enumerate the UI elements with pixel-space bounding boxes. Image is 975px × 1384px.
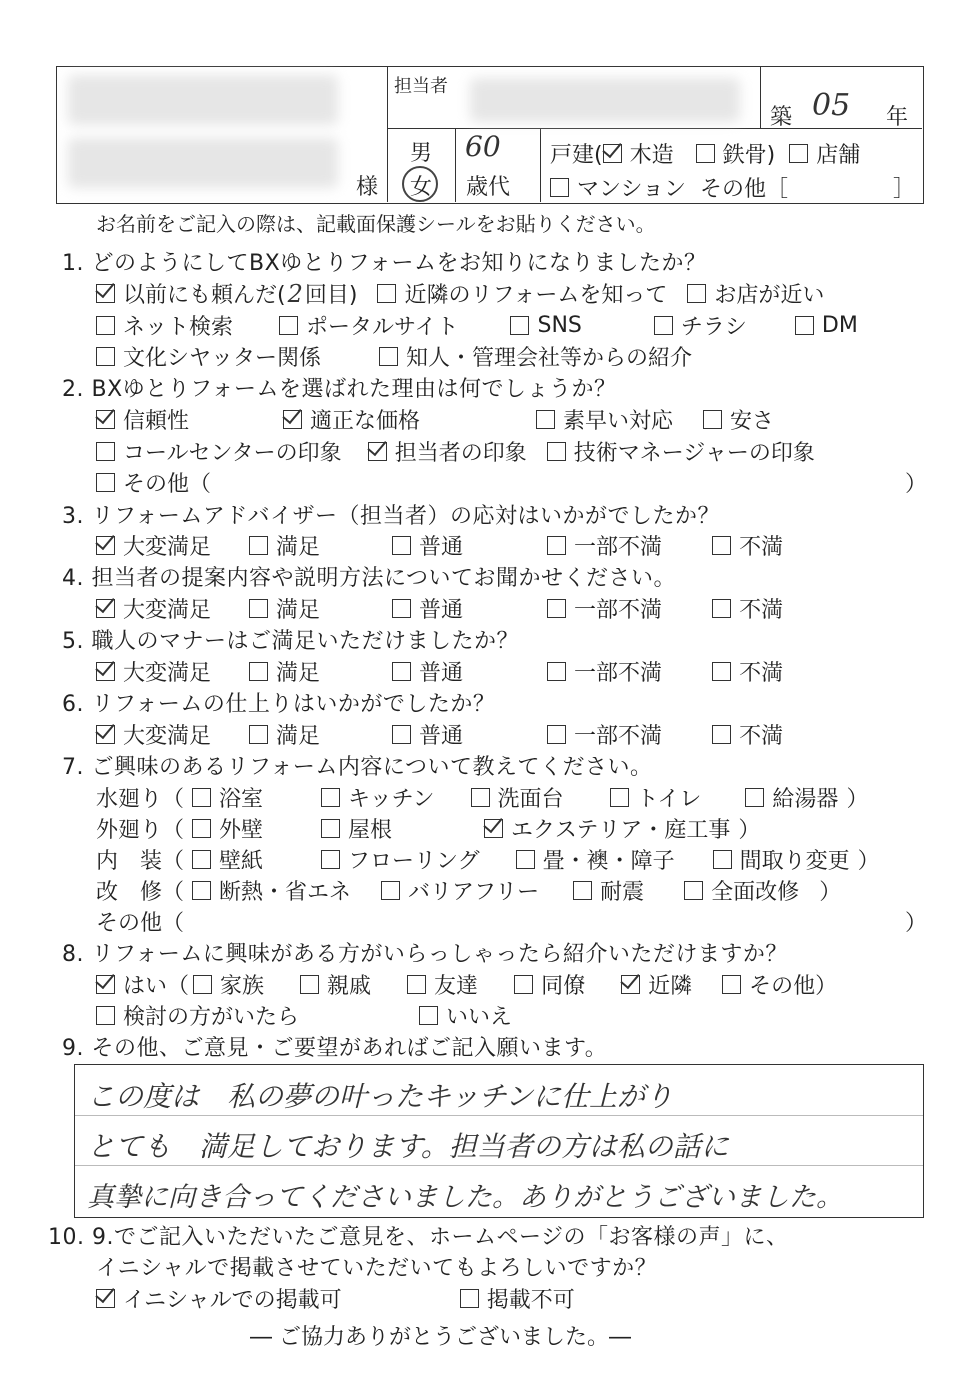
q9-comment-line-3: 真摯に向き合ってくださいました。ありがとうございました。 bbox=[87, 1182, 843, 1213]
q3-unsatisfied-label: 不満 bbox=[739, 535, 784, 560]
q4-partial-label: 一部不満 bbox=[574, 598, 663, 623]
q2-row2 bbox=[96, 436, 815, 467]
q2-cheap-checkbox[interactable] bbox=[703, 410, 722, 429]
house-type-label: 戸建( bbox=[550, 143, 603, 168]
q4-partial-checkbox[interactable] bbox=[547, 599, 566, 618]
q10-deny-label: 掲載不可 bbox=[486, 1288, 575, 1313]
q4-unsatisfied-checkbox[interactable] bbox=[712, 599, 731, 618]
age-suffix: 歳代 bbox=[466, 175, 511, 200]
years-value: 05 bbox=[812, 88, 851, 123]
q4-very-satisfied-checkbox[interactable] bbox=[96, 599, 115, 618]
q8-yes-label: はい（ bbox=[123, 974, 190, 999]
name-redacted-2 bbox=[68, 138, 338, 188]
q6-very-satisfied-label: 大変満足 bbox=[123, 724, 212, 749]
q5-very-satisfied-checkbox[interactable] bbox=[96, 662, 115, 681]
q10-title-line-2: イニシャルで掲載させていただいてもよろしいですか？ bbox=[96, 1256, 658, 1281]
staff-redacted bbox=[470, 78, 740, 122]
house-wood-label: 木造 bbox=[629, 143, 674, 168]
q7-water-label: 水廻り（ bbox=[96, 787, 185, 812]
q8-consider-label: 検討の方がいたら bbox=[123, 1005, 300, 1030]
q7-heater-label: 給湯器 bbox=[772, 787, 839, 812]
q8-no-checkbox[interactable] bbox=[419, 1006, 438, 1025]
q1-nearby-checkbox[interactable] bbox=[377, 284, 396, 303]
q7-full-checkbox[interactable] bbox=[684, 881, 703, 900]
q8-other-label: その他） bbox=[749, 974, 838, 999]
q1-row3 bbox=[96, 341, 692, 372]
q3-normal-checkbox[interactable] bbox=[392, 536, 411, 555]
q7-flooring-label: フローリング bbox=[348, 849, 480, 874]
years-suffix: 年 bbox=[886, 105, 909, 130]
q2-callcenter-label: コールセンターの印象 bbox=[123, 441, 342, 466]
q3-options bbox=[96, 530, 783, 561]
q10-title-line-1: 10. 9.でご記入いただいたご意見を、ホームページの「お客様の声」に、 bbox=[48, 1225, 789, 1250]
q1-row2 bbox=[96, 310, 858, 341]
house-wood-checkbox[interactable] bbox=[603, 144, 622, 163]
q2-title: 2. BXゆとりフォームを選ばれた理由は何でしょうか？ bbox=[62, 377, 617, 402]
q7-washbasin-label: 洗面台 bbox=[497, 787, 564, 812]
q6-partial-label: 一部不満 bbox=[574, 724, 663, 749]
q6-options bbox=[96, 719, 783, 750]
q7-toilet-label: トイレ bbox=[636, 787, 702, 812]
house-other-close: ］ bbox=[893, 177, 916, 202]
q6-satisfied-checkbox[interactable] bbox=[249, 725, 268, 744]
q7-layout-checkbox[interactable] bbox=[713, 850, 732, 869]
staff-label: 担当者 bbox=[394, 76, 448, 97]
q7-renovation-label: 改 修（ bbox=[96, 880, 185, 905]
q3-unsatisfied-checkbox[interactable] bbox=[712, 536, 731, 555]
q4-title: 4. 担当者の提案内容や説明方法についてお聞かせください。 bbox=[62, 566, 677, 591]
q8-neighbor-label: 近隣 bbox=[648, 974, 693, 999]
q3-partial-label: 一部不満 bbox=[574, 535, 663, 560]
q1-store-label: お店が近い bbox=[714, 283, 825, 308]
q2-price-label: 適正な価格 bbox=[310, 409, 421, 434]
q5-options bbox=[96, 656, 783, 687]
q8-family-checkbox[interactable] bbox=[193, 975, 212, 994]
q6-satisfied-label: 満足 bbox=[276, 724, 321, 749]
q1-bunka-label: 文化シヤッター関係 bbox=[123, 346, 322, 371]
q7-exterior-close: ） bbox=[738, 818, 761, 843]
q7-washbasin-checkbox[interactable] bbox=[471, 788, 490, 807]
q3-satisfied-checkbox[interactable] bbox=[249, 536, 268, 555]
q1-before-checkbox[interactable] bbox=[96, 284, 115, 303]
q8-friend-checkbox[interactable] bbox=[407, 975, 426, 994]
header-divider-2 bbox=[760, 66, 761, 128]
q2-tech-checkbox[interactable] bbox=[547, 442, 566, 461]
q1-count-suffix: 回目) bbox=[304, 283, 358, 308]
q3-partial-checkbox[interactable] bbox=[547, 536, 566, 555]
q5-satisfied-checkbox[interactable] bbox=[249, 662, 268, 681]
mansion-row bbox=[550, 172, 915, 203]
q2-staff-checkbox[interactable] bbox=[368, 442, 387, 461]
header-divider-3 bbox=[455, 128, 456, 202]
q6-unsatisfied-label: 不満 bbox=[739, 724, 784, 749]
q10-allow-label: イニシャルでの掲載可 bbox=[123, 1288, 342, 1313]
q3-normal-label: 普通 bbox=[419, 535, 464, 560]
house-steel-label: 鉄骨) bbox=[722, 143, 776, 168]
q7-heater-checkbox[interactable] bbox=[745, 788, 764, 807]
q3-title: 3. リフォームアドバイザー（担当者）の応対はいかがでしたか？ bbox=[62, 504, 720, 529]
q9-comment-rule bbox=[75, 1115, 923, 1116]
q2-callcenter-checkbox[interactable] bbox=[96, 442, 115, 461]
q8-no-label: いいえ bbox=[446, 1005, 513, 1030]
q8-family-label: 家族 bbox=[220, 974, 265, 999]
q1-friend-checkbox[interactable] bbox=[379, 347, 398, 366]
q7-wall-label: 外壁 bbox=[219, 818, 264, 843]
house-type-row bbox=[550, 138, 860, 169]
q1-flyer-checkbox[interactable] bbox=[654, 316, 673, 335]
q8-colleague-checkbox[interactable] bbox=[514, 975, 533, 994]
q7-wallpaper-label: 壁紙 bbox=[219, 849, 264, 874]
q10-allow-checkbox[interactable] bbox=[96, 1289, 115, 1308]
q6-partial-checkbox[interactable] bbox=[547, 725, 566, 744]
q7-quake-label: 耐震 bbox=[600, 880, 645, 905]
q5-normal-checkbox[interactable] bbox=[392, 662, 411, 681]
q7-toilet-checkbox[interactable] bbox=[610, 788, 629, 807]
q4-very-satisfied-label: 大変満足 bbox=[123, 598, 212, 623]
q7-quake-checkbox[interactable] bbox=[573, 881, 592, 900]
q9-comment-box[interactable] bbox=[74, 1064, 924, 1218]
q7-water-close: ） bbox=[846, 787, 869, 812]
name-redacted-1 bbox=[68, 75, 338, 125]
q8-neighbor-checkbox[interactable] bbox=[621, 975, 640, 994]
q2-other-checkbox[interactable] bbox=[96, 473, 115, 492]
q4-satisfied-label: 満足 bbox=[276, 598, 321, 623]
q1-dm-checkbox[interactable] bbox=[795, 316, 814, 335]
q2-row3 bbox=[96, 467, 211, 498]
q7-barrierfree-checkbox[interactable] bbox=[381, 881, 400, 900]
q7-renovation-row bbox=[96, 875, 841, 906]
q1-bunka-checkbox[interactable] bbox=[96, 347, 115, 366]
q1-title: 1. どのようにしてBXゆとりフォームをお知りになりましたか？ bbox=[62, 251, 707, 276]
q10-deny-checkbox[interactable] bbox=[460, 1289, 479, 1308]
q3-satisfied-label: 満足 bbox=[276, 535, 321, 560]
q5-title: 5. 職人のマナーはご満足いただけましたか？ bbox=[62, 629, 519, 654]
q7-interior-label: 内 装（ bbox=[96, 849, 185, 874]
q7-tatami-label: 畳・襖・障子 bbox=[542, 849, 675, 874]
q1-portal-checkbox[interactable] bbox=[279, 316, 298, 335]
q8-relative-checkbox[interactable] bbox=[300, 975, 319, 994]
q1-net-checkbox[interactable] bbox=[96, 316, 115, 335]
q7-kitchen-checkbox[interactable] bbox=[321, 788, 340, 807]
q7-wallpaper-checkbox[interactable] bbox=[192, 850, 211, 869]
q1-portal-label: ポータルサイト bbox=[306, 315, 459, 340]
q1-friend-label: 知人・管理会社等からの紹介 bbox=[406, 346, 693, 371]
q5-unsatisfied-label: 不満 bbox=[739, 661, 784, 686]
q7-interior-row bbox=[96, 844, 880, 875]
q5-very-satisfied-label: 大変満足 bbox=[123, 661, 212, 686]
q7-wall-checkbox[interactable] bbox=[192, 819, 211, 838]
q7-full-label: 全面改修 bbox=[711, 880, 800, 905]
q7-insulation-checkbox[interactable] bbox=[192, 881, 211, 900]
q7-roof-label: 屋根 bbox=[348, 818, 393, 843]
q8-row2 bbox=[96, 1000, 512, 1031]
q8-relative-label: 親戚 bbox=[327, 974, 372, 999]
q7-exterior-work-checkbox[interactable] bbox=[484, 819, 503, 838]
q7-kitchen-label: キッチン bbox=[348, 787, 435, 812]
q9-title: 9. その他、ご意見・ご要望があればご記入願います。 bbox=[62, 1036, 608, 1061]
q8-row1 bbox=[96, 969, 837, 1000]
header-divider-4 bbox=[540, 128, 541, 202]
q7-other-close: ） bbox=[905, 911, 928, 936]
q8-colleague-label: 同僚 bbox=[541, 974, 586, 999]
years-prefix: 築 bbox=[770, 105, 793, 130]
q7-exterior-label: 外廻り（ bbox=[96, 818, 185, 843]
q7-exterior-work-label: エクステリア・庭工事 bbox=[511, 818, 731, 843]
q1-flyer-label: チラシ bbox=[680, 315, 747, 340]
q6-title: 6. リフォームの仕上りはいかがでしたか？ bbox=[62, 692, 496, 717]
q9-comment-line-2: とても 満足しております。担当者の方は私の話に bbox=[87, 1130, 729, 1163]
q5-partial-label: 一部不満 bbox=[574, 661, 663, 686]
q5-unsatisfied-checkbox[interactable] bbox=[712, 662, 731, 681]
q2-trust-label: 信頼性 bbox=[123, 409, 190, 434]
notice: お名前をご記入の際は、記載面保護シールをお貼りください。 bbox=[96, 212, 656, 236]
q1-store-checkbox[interactable] bbox=[687, 284, 706, 303]
header-divider-1 bbox=[387, 66, 388, 202]
mansion-label: マンション bbox=[577, 177, 687, 202]
q7-bath-label: 浴室 bbox=[219, 787, 264, 812]
q1-dm-label: DM bbox=[821, 313, 858, 338]
q10-options bbox=[96, 1283, 575, 1314]
q8-yes-checkbox[interactable] bbox=[96, 975, 115, 994]
q7-other-label: その他（ bbox=[96, 911, 185, 936]
q8-other-checkbox[interactable] bbox=[722, 975, 741, 994]
q2-cheap-label: 安さ bbox=[730, 409, 775, 434]
footer-thanks: ― ご協力ありがとうございました。― bbox=[250, 1325, 631, 1350]
q6-normal-label: 普通 bbox=[419, 724, 464, 749]
q9-comment-line-1: この度は 私の夢の叶ったキッチンに仕上がり bbox=[87, 1080, 674, 1113]
q6-unsatisfied-checkbox[interactable] bbox=[712, 725, 731, 744]
gender-female[interactable]: 女 bbox=[410, 175, 433, 200]
q3-very-satisfied-checkbox[interactable] bbox=[96, 536, 115, 555]
gender-male[interactable]: 男 bbox=[410, 141, 433, 166]
house-other-label: その他［ bbox=[700, 177, 789, 202]
q7-barrierfree-label: バリアフリー bbox=[408, 880, 540, 905]
q2-tech-label: 技術マネージャーの印象 bbox=[573, 441, 815, 466]
q7-interior-close: ） bbox=[857, 849, 880, 874]
q4-normal-checkbox[interactable] bbox=[392, 599, 411, 618]
q2-staff-label: 担当者の印象 bbox=[394, 441, 527, 466]
q4-satisfied-checkbox[interactable] bbox=[249, 599, 268, 618]
house-steel-checkbox[interactable] bbox=[696, 144, 715, 163]
q8-consider-checkbox[interactable] bbox=[96, 1006, 115, 1025]
q1-nearby-label: 近隣のリフォームを知って bbox=[404, 283, 668, 308]
q2-speed-checkbox[interactable] bbox=[536, 410, 555, 429]
q1-sns-checkbox[interactable] bbox=[510, 316, 529, 335]
name-suffix: 様 bbox=[356, 175, 379, 200]
age-value: 60 bbox=[465, 130, 501, 163]
q7-water-row bbox=[96, 782, 868, 813]
q7-renovation-close: ） bbox=[819, 880, 842, 905]
q4-unsatisfied-label: 不満 bbox=[739, 598, 784, 623]
q9-comment-rule bbox=[75, 1165, 923, 1166]
q4-options bbox=[96, 593, 783, 624]
q7-title: 7. ご興味のあるリフォーム内容について教えてください。 bbox=[62, 755, 653, 780]
q5-satisfied-label: 満足 bbox=[276, 661, 321, 686]
q8-friend-label: 友達 bbox=[434, 974, 479, 999]
mansion-checkbox[interactable] bbox=[550, 178, 569, 197]
q7-layout-label: 間取り変更 bbox=[739, 849, 850, 874]
q7-tatami-checkbox[interactable] bbox=[516, 850, 535, 869]
q7-exterior-row bbox=[96, 813, 760, 844]
q5-normal-label: 普通 bbox=[419, 661, 464, 686]
q2-other-label: その他（ bbox=[123, 472, 212, 497]
q7-bath-checkbox[interactable] bbox=[192, 788, 211, 807]
house-store-checkbox[interactable] bbox=[789, 144, 808, 163]
q5-partial-checkbox[interactable] bbox=[547, 662, 566, 681]
q4-normal-label: 普通 bbox=[419, 598, 464, 623]
q1-sns-label: SNS bbox=[537, 313, 582, 338]
q3-very-satisfied-label: 大変満足 bbox=[123, 535, 212, 560]
q6-normal-checkbox[interactable] bbox=[392, 725, 411, 744]
q1-before-label: 以前にも頼んだ( bbox=[123, 283, 286, 308]
gender-female-circle bbox=[402, 166, 438, 202]
q2-trust-checkbox[interactable] bbox=[96, 410, 115, 429]
q2-other-close: ） bbox=[905, 472, 928, 497]
q7-flooring-checkbox[interactable] bbox=[321, 850, 340, 869]
q7-insulation-label: 断熱・省エネ bbox=[219, 880, 352, 905]
q2-price-checkbox[interactable] bbox=[283, 410, 302, 429]
q1-row1 bbox=[96, 278, 824, 309]
q1-net-label: ネット検索 bbox=[123, 315, 234, 340]
q1-count: 2 bbox=[287, 279, 303, 308]
house-store-label: 店舗 bbox=[816, 143, 861, 168]
q2-speed-label: 素早い対応 bbox=[563, 409, 674, 434]
q8-title: 8. リフォームに興味がある方がいらっしゃったら紹介いただけますか？ bbox=[62, 942, 788, 967]
q2-row1 bbox=[96, 404, 774, 435]
header-divider-h bbox=[387, 128, 922, 129]
q7-roof-checkbox[interactable] bbox=[321, 819, 340, 838]
q6-very-satisfied-checkbox[interactable] bbox=[96, 725, 115, 744]
